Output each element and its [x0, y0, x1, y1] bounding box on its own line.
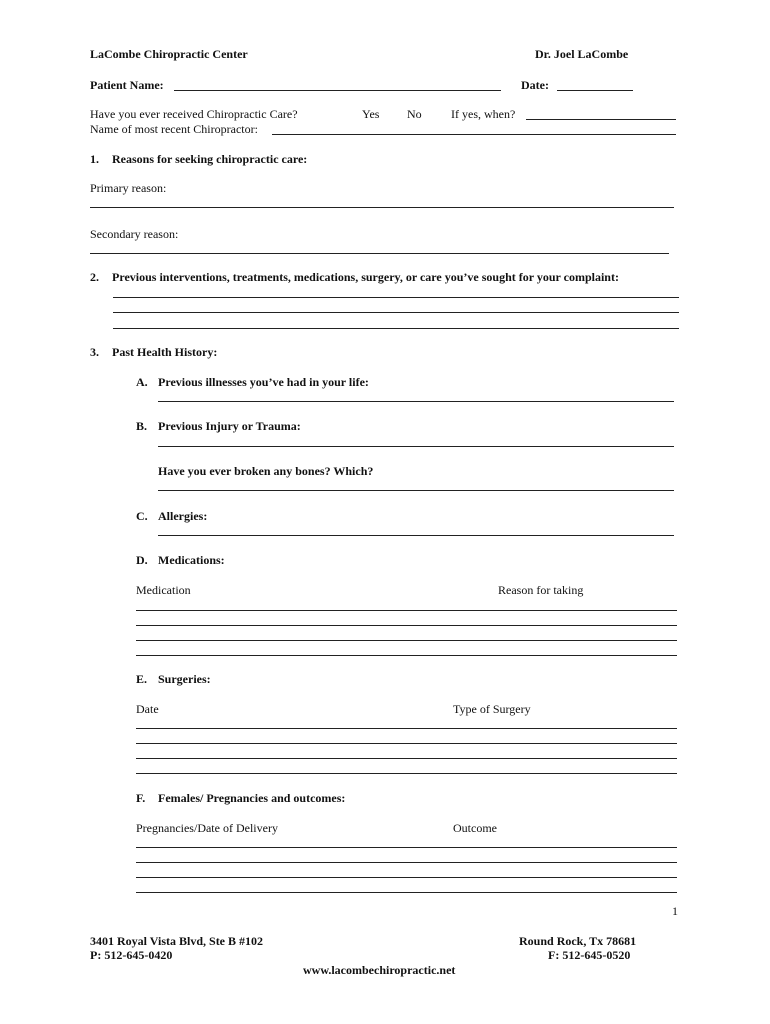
section3-title: Past Health History:	[112, 345, 218, 359]
doctor-name: Dr. Joel LaCombe	[535, 47, 629, 61]
chiro-care-question: Have you ever received Chiropractic Care?	[90, 107, 298, 121]
pregnancy-line-3[interactable]	[136, 877, 677, 878]
medication-line-3[interactable]	[136, 640, 677, 641]
subsection-c-letter: C.	[136, 509, 148, 523]
subsection-c-title: Allergies:	[158, 509, 208, 523]
footer-city: Round Rock, Tx 78681	[519, 934, 637, 948]
section3-number: 3.	[90, 345, 99, 359]
section1-number: 1.	[90, 152, 99, 166]
date-field[interactable]	[557, 90, 633, 91]
section2-line-1[interactable]	[113, 297, 679, 298]
subsection-f-title: Females/ Pregnancies and outcomes:	[158, 791, 346, 805]
surgery-line-2[interactable]	[136, 743, 677, 744]
pregnancy-line-2[interactable]	[136, 862, 677, 863]
yes-option[interactable]: Yes	[362, 107, 380, 121]
no-option[interactable]: No	[407, 107, 422, 121]
section2-number: 2.	[90, 270, 99, 284]
pregnancy-line-4[interactable]	[136, 892, 677, 893]
section2-heading	[90, 270, 619, 284]
subsection-d-letter: D.	[136, 553, 148, 567]
if-yes-when-label: If yes, when?	[451, 107, 516, 121]
subsection-f-letter: F.	[136, 791, 146, 805]
surgery-line-3[interactable]	[136, 758, 677, 759]
pregnancies-column-label: Pregnancies/Date of Delivery	[136, 821, 278, 835]
injury-field[interactable]	[158, 446, 674, 447]
subsection-b-title: Previous Injury or Trauma:	[158, 419, 301, 433]
footer-address: 3401 Royal Vista Blvd, Ste B #102	[90, 934, 264, 948]
section2-title: Previous interventions, treatments, medications, surgery, or care you’ve sought for your complaint:	[112, 270, 619, 284]
subsection-f-heading	[136, 791, 345, 805]
subsection-e-heading	[136, 672, 211, 686]
section3-heading	[90, 345, 217, 359]
primary-reason-label: Primary reason:	[90, 181, 167, 195]
medication-line-4[interactable]	[136, 655, 677, 656]
subsection-d-title: Medications:	[158, 553, 225, 567]
date-label: Date:	[521, 78, 549, 92]
broken-bones-field[interactable]	[158, 490, 674, 491]
surgery-date-column-label: Date	[136, 702, 159, 716]
subsection-a-heading	[136, 375, 369, 389]
subsection-e-letter: E.	[136, 672, 148, 686]
patient-name-field[interactable]	[174, 90, 501, 91]
secondary-reason-label: Secondary reason:	[90, 227, 179, 241]
surgery-line-4[interactable]	[136, 773, 677, 774]
medication-line-1[interactable]	[136, 610, 677, 611]
subsection-b-heading	[136, 419, 301, 433]
subsection-e-title: Surgeries:	[158, 672, 211, 686]
section1-title: Reasons for seeking chiropractic care:	[112, 152, 308, 166]
recent-chiropractor-field[interactable]	[272, 134, 676, 135]
section1-heading	[90, 152, 307, 166]
medication-column-label: Medication	[136, 583, 191, 597]
primary-reason-field[interactable]	[90, 207, 674, 208]
secondary-reason-field[interactable]	[90, 253, 669, 254]
outcome-column-label: Outcome	[453, 821, 497, 835]
clinic-name: LaCombe Chiropractic Center	[90, 47, 248, 61]
subsection-d-heading	[136, 553, 225, 567]
if-yes-when-field[interactable]	[526, 119, 676, 120]
illnesses-field[interactable]	[158, 401, 674, 402]
page-number: 1	[672, 904, 678, 918]
footer-phone: P: 512-645-0420	[90, 948, 173, 962]
surgery-type-column-label: Type of Surgery	[453, 702, 531, 716]
subsection-c-heading	[136, 509, 207, 523]
section2-line-2[interactable]	[113, 312, 679, 313]
subsection-a-title: Previous illnesses you’ve had in your life:	[158, 375, 369, 389]
footer-fax: F: 512-645-0520	[548, 948, 631, 962]
subsection-b-letter: B.	[136, 419, 148, 433]
patient-name-label: Patient Name:	[90, 78, 164, 92]
allergies-field[interactable]	[158, 535, 674, 536]
section2-line-3[interactable]	[113, 328, 679, 329]
recent-chiropractor-label: Name of most recent Chiropractor:	[90, 122, 258, 136]
subsection-a-letter: A.	[136, 375, 148, 389]
reason-column-label: Reason for taking	[498, 583, 584, 597]
surgery-line-1[interactable]	[136, 728, 677, 729]
broken-bones-question: Have you ever broken any bones? Which?	[158, 464, 374, 478]
footer-website[interactable]: www.lacombechiropractic.net	[303, 963, 456, 977]
medication-line-2[interactable]	[136, 625, 677, 626]
pregnancy-line-1[interactable]	[136, 847, 677, 848]
